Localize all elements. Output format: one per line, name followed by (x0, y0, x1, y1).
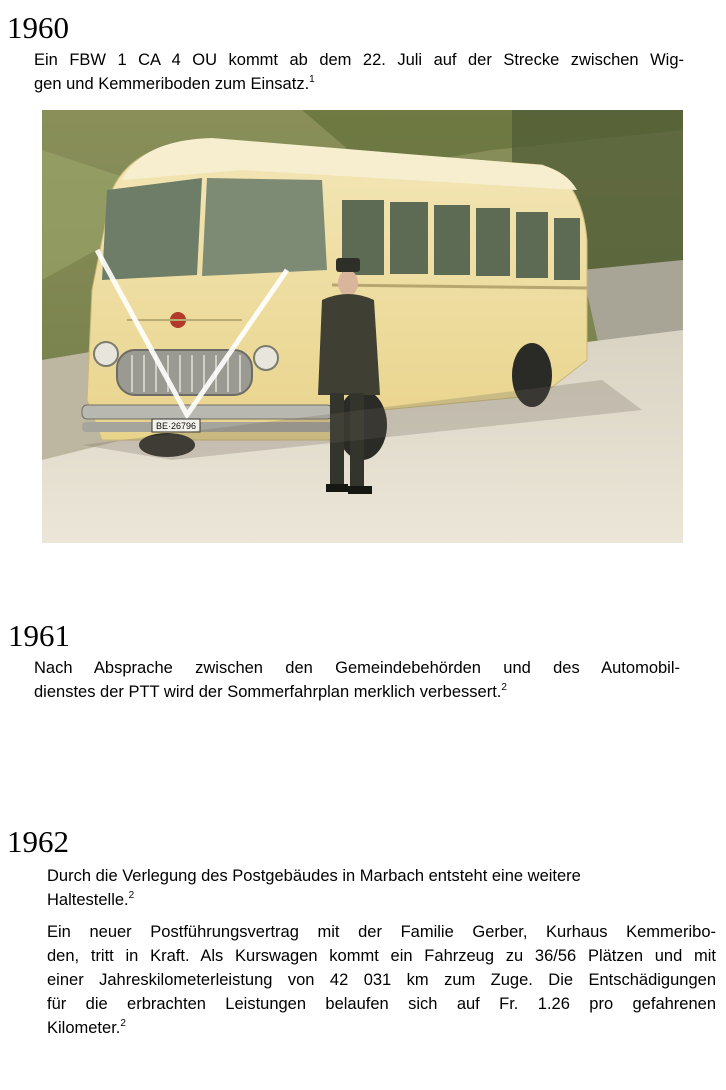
text-line: einer Jahreskilometerleistung von 42 031 km zum Zuge. Die Entschädigungen (47, 971, 716, 989)
text-line: den, tritt in Kraft. Als Kurswagen kommt ein Fahrzeug zu 36/56 Plätzen und mit (47, 947, 716, 965)
text-line: Ein FBW 1 CA 4 OU kommt ab dem 22. Juli auf der Strecke zwischen Wig- (34, 51, 684, 69)
license-plate: BE·26796 (155, 421, 197, 431)
paragraph-1961 (34, 656, 680, 704)
year-heading-1961: 1961 (8, 618, 70, 653)
year-heading-1960: 1960 (7, 10, 69, 45)
paragraph-1962-a (47, 864, 683, 912)
footnote-ref: 1 (309, 74, 315, 85)
footnote-ref: 2 (501, 682, 507, 693)
text-line: gen und Kemmeriboden zum Einsatz.$^1$ (34, 74, 315, 93)
paragraph-1962-b (47, 920, 716, 1040)
paragraph-1960 (34, 48, 684, 96)
text-line: Ein neuer Postführungsvertrag mit der Familie Gerber, Kurhaus Kemmeribo- (47, 923, 716, 941)
text-line: Kilometer.$^2$ (47, 1018, 126, 1037)
text-line: Durch die Verlegung des Postgebäudes in Marbach entsteht eine weitere (47, 867, 581, 885)
text-line: Nach Absprache zwischen den Gemeindebehörden und des Automobil- (34, 659, 680, 677)
year-heading-1962: 1962 (7, 824, 69, 859)
text-line: für die erbrachten Leistungen belaufen sich auf Fr. 1.26 pro gefahrenen (47, 995, 716, 1013)
text-line: dienstes der PTT wird der Sommerfahrplan merklich verbessert.$^2$ (34, 682, 507, 701)
bus-photo (42, 110, 683, 543)
footnote-ref: 2 (120, 1018, 126, 1029)
text-line: Haltestelle.$^2$ (47, 890, 135, 909)
footnote-ref: 2 (128, 890, 135, 901)
